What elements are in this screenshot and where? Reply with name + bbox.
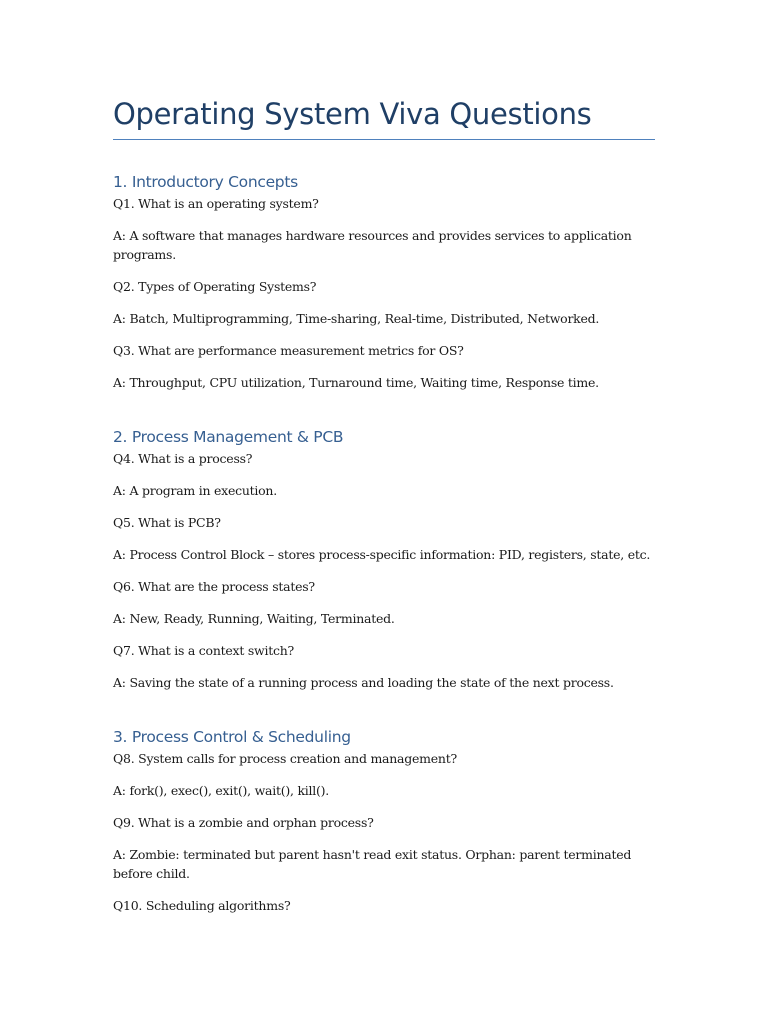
title-underline <box>113 139 655 140</box>
question-q7: Q7. What is a context switch? <box>113 643 294 658</box>
question-q2: Q2. Types of Operating Systems? <box>113 279 317 294</box>
question-q8: Q8. System calls for process creation and management? <box>113 751 457 766</box>
section-heading: 1. Introductory Concepts <box>113 173 298 191</box>
answer-q5: A: Process Control Block – stores process-specific information: PID, registers, state, etc. <box>113 547 651 562</box>
question-q3: Q3. What are performance measurement metrics for OS? <box>113 343 464 358</box>
answer-q4: A: A program in execution. <box>113 483 277 498</box>
section-heading: 2. Process Management & PCB <box>113 428 344 446</box>
section-heading: 3. Process Control & Scheduling <box>113 728 351 746</box>
question-q10: Q10. Scheduling algorithms? <box>113 898 291 913</box>
question-q4: Q4. What is a process? <box>113 451 253 466</box>
section-process-management <box>113 425 655 705</box>
question-q9: Q9. What is a zombie and orphan process? <box>113 815 374 830</box>
answer-q6: A: New, Ready, Running, Waiting, Terminated. <box>113 611 395 626</box>
question-q1: Q1. What is an operating system? <box>113 196 319 211</box>
section-introductory-concepts <box>113 170 655 405</box>
answer-q2: A: Batch, Multiprogramming, Time-sharing, Real-time, Distributed, Networked. <box>113 311 600 326</box>
answer-q8: A: fork(), exec(), exit(), wait(), kill(). <box>113 783 329 798</box>
question-q6: Q6. What are the process states? <box>113 579 315 594</box>
answer-q3: A: Throughput, CPU utilization, Turnaround time, Waiting time, Response time. <box>113 375 599 390</box>
section-process-control-scheduling <box>113 725 655 928</box>
question-q5: Q5. What is PCB? <box>113 515 221 530</box>
answer-q7: A: Saving the state of a running process and loading the state of the next process. <box>113 675 614 690</box>
document-title: Operating System Viva Questions <box>113 97 592 131</box>
answer-q1: A: A software that manages hardware resources and provides services to application programs. <box>113 228 632 262</box>
answer-q9: A: Zombie: terminated but parent hasn't read exit status. Orphan: parent terminated before child. <box>113 847 632 881</box>
